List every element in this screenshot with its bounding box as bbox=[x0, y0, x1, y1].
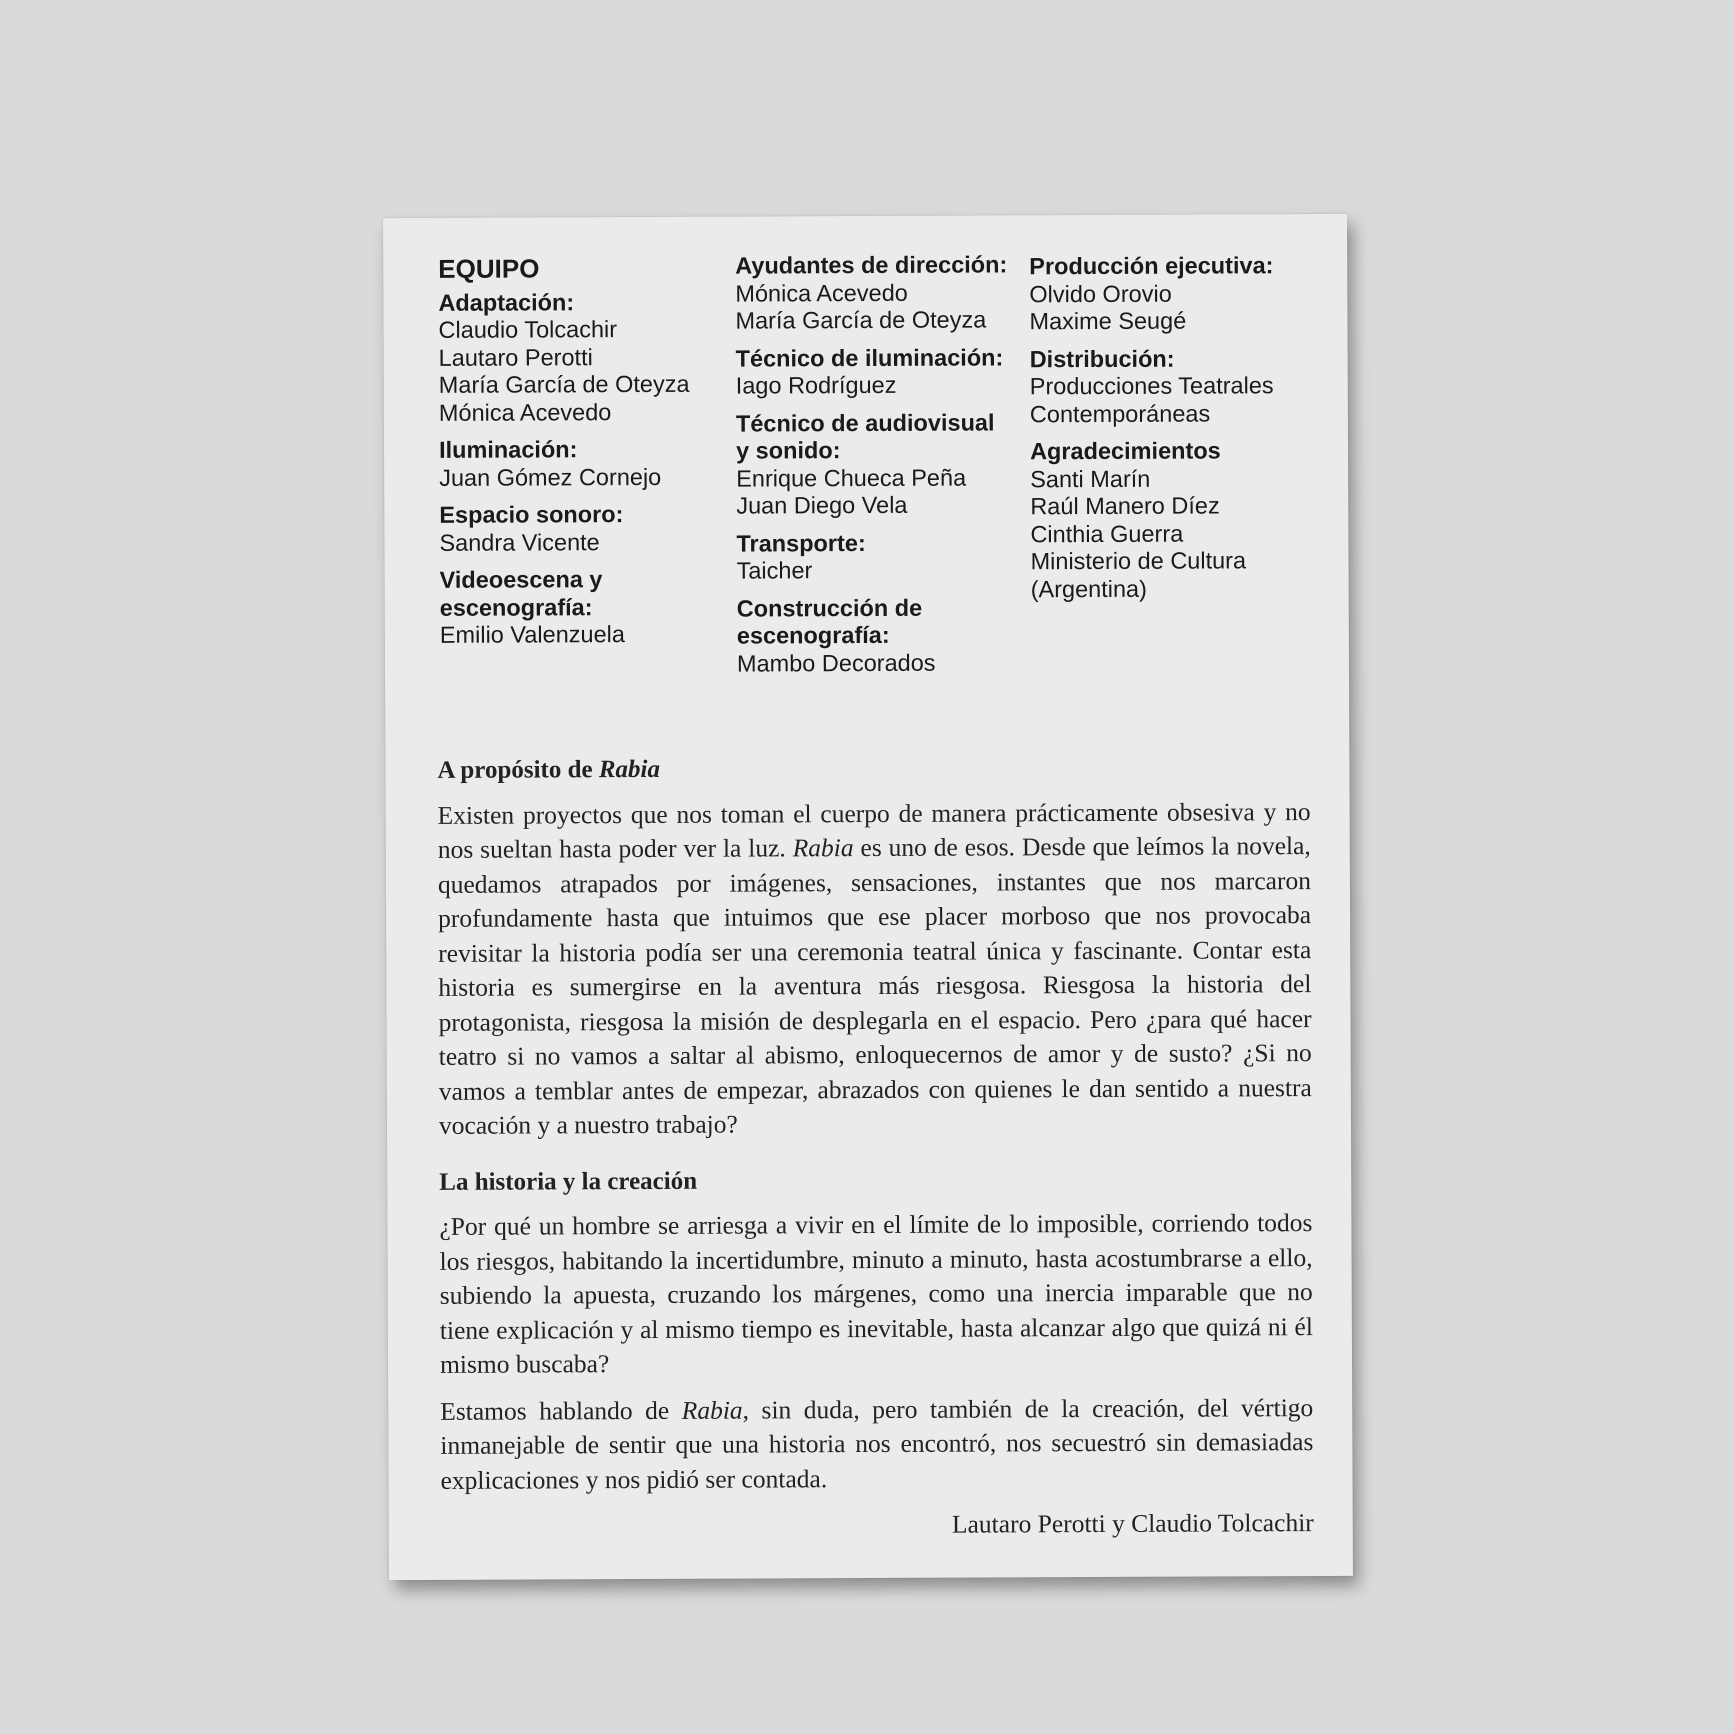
program-card bbox=[383, 214, 1353, 1580]
role-label: Ayudantes de dirección: bbox=[735, 251, 1008, 279]
person-name: Santi Marín bbox=[1030, 465, 1151, 492]
team-entry bbox=[736, 409, 1026, 520]
team-entry bbox=[439, 501, 729, 557]
paragraph-text: , sin duda, pero también de la creación, del vértigo inmanejable de sentir que una historia nos encontró, nos secuestró sin demasiadas explicaciones y nos pidió ser contada. bbox=[440, 1392, 1314, 1495]
team-column-1 bbox=[438, 255, 730, 660]
team-entry bbox=[438, 288, 729, 427]
team-entry bbox=[737, 594, 1027, 678]
person-name: Producciones Teatrales Contemporáneas bbox=[1029, 372, 1274, 427]
italic-title: Rabia bbox=[792, 833, 854, 863]
signature: Lautaro Perotti y Claudio Tolcachir bbox=[951, 1508, 1314, 1539]
section-title bbox=[437, 750, 1310, 788]
title-italic: Rabia bbox=[598, 755, 661, 784]
paragraph-text: es uno de esos. Desde que leímos la novela, quedamos atrapados por imágenes, sensaciones, instantes que nos marcaron profundamente hasta que intuimos que ese placer morboso que nos provocaba revisitar la historia podía ser una ceremonia teatral única y fascinante. Contar esta historia es sumergirse en la aventura más riesgosa. Riesgosa la historia del protagonista, riesgosa la misión de desplegarla en el espacio. Pero ¿para qué hacer teatro si no vamos a saltar al abismo, enloquecernos de amor y de susto? ¿Si no vamos a temblar antes de empezar, abrazados con quienes le dan sentido a nuestra vocación y a nuestro trabajo? bbox=[437, 831, 1312, 1140]
role-label: Distribución: bbox=[1029, 345, 1175, 372]
person-name: Claudio Tolcachir bbox=[438, 316, 618, 343]
team-entry bbox=[735, 251, 1025, 335]
person-name: Maxime Seugé bbox=[1029, 307, 1187, 335]
essay bbox=[437, 750, 1313, 1544]
person-name: Sandra Vicente bbox=[439, 528, 600, 556]
paragraph-text: Estamos hablando de bbox=[440, 1395, 682, 1426]
italic-title: Rabia bbox=[681, 1395, 743, 1425]
team-entry bbox=[440, 566, 730, 650]
person-name: Mambo Decorados bbox=[736, 649, 936, 677]
person-name: María García de Oteyza bbox=[735, 306, 987, 334]
person-name: Olvido Orovio bbox=[1029, 280, 1172, 307]
role-label: Iluminación: bbox=[438, 436, 578, 463]
person-name: Emilio Valenzuela bbox=[439, 621, 625, 648]
role-label: Producción ejecutiva: bbox=[1029, 252, 1274, 280]
role-label: Agradecimientos bbox=[1030, 437, 1221, 465]
person-name: Taicher bbox=[736, 557, 813, 584]
role-label: Transporte: bbox=[736, 529, 866, 557]
paragraph bbox=[438, 795, 1312, 1144]
person-name: Iago Rodríguez bbox=[735, 371, 897, 399]
paragraph bbox=[440, 1391, 1313, 1498]
title-text: A propósito de bbox=[437, 756, 599, 784]
team-entry bbox=[1030, 344, 1330, 428]
person-name: Juan Gómez Cornejo bbox=[439, 463, 662, 491]
person-name: Juan Diego Vela bbox=[736, 491, 908, 519]
person-name: Lautaro Perotti bbox=[438, 343, 593, 371]
person-name: Enrique Chueca Peña bbox=[736, 464, 967, 492]
paragraph-text: Existen proyectos que nos toman el cuerpo de manera prácticamente obsesiva y no nos sueltan hasta poder ver la luz. bbox=[437, 796, 1311, 864]
team-entry bbox=[736, 529, 1026, 585]
role-label: Adaptación: bbox=[438, 288, 575, 316]
team-column-3 bbox=[1029, 252, 1331, 613]
team-entry bbox=[1029, 252, 1329, 336]
section-title: La historia y la creación bbox=[439, 1167, 698, 1196]
person-name: Mónica Acevedo bbox=[438, 398, 612, 426]
role-label: Videoescena y escenografía: bbox=[439, 566, 603, 621]
paragraph: ¿Por qué un hombre se arriesga a vivir en el límite de lo imposible, corriendo todos los riesgos, habitando la incertidumbre, minuto a minuto, hasta acostumbrarse a ello, subiendo la apuesta, cruzando los márgenes, como una inercia imparable que no tiene explicación y al mismo tiempo es inevitable, hasta alcanzar algo que quizá ni él mismo buscaba? bbox=[439, 1208, 1313, 1379]
person-name: Ministerio de Cultura (Argentina) bbox=[1030, 547, 1247, 602]
person-name: María García de Oteyza bbox=[438, 370, 690, 398]
person-name: Cinthia Guerra bbox=[1030, 520, 1184, 547]
team-entry bbox=[1030, 437, 1331, 603]
team-entry bbox=[736, 344, 1026, 400]
role-label: Técnico de audiovisual y sonido: bbox=[735, 408, 995, 464]
person-name: Mónica Acevedo bbox=[735, 279, 908, 307]
team-heading: EQUIPO bbox=[438, 253, 540, 284]
role-label: Construcción de escenografía: bbox=[736, 594, 923, 649]
person-name: Raúl Manero Díez bbox=[1030, 492, 1220, 520]
team-column-2 bbox=[735, 251, 1027, 687]
role-label: Técnico de iluminación: bbox=[735, 343, 1004, 372]
team-entry bbox=[439, 436, 729, 492]
role-label: Espacio sonoro: bbox=[439, 501, 624, 528]
